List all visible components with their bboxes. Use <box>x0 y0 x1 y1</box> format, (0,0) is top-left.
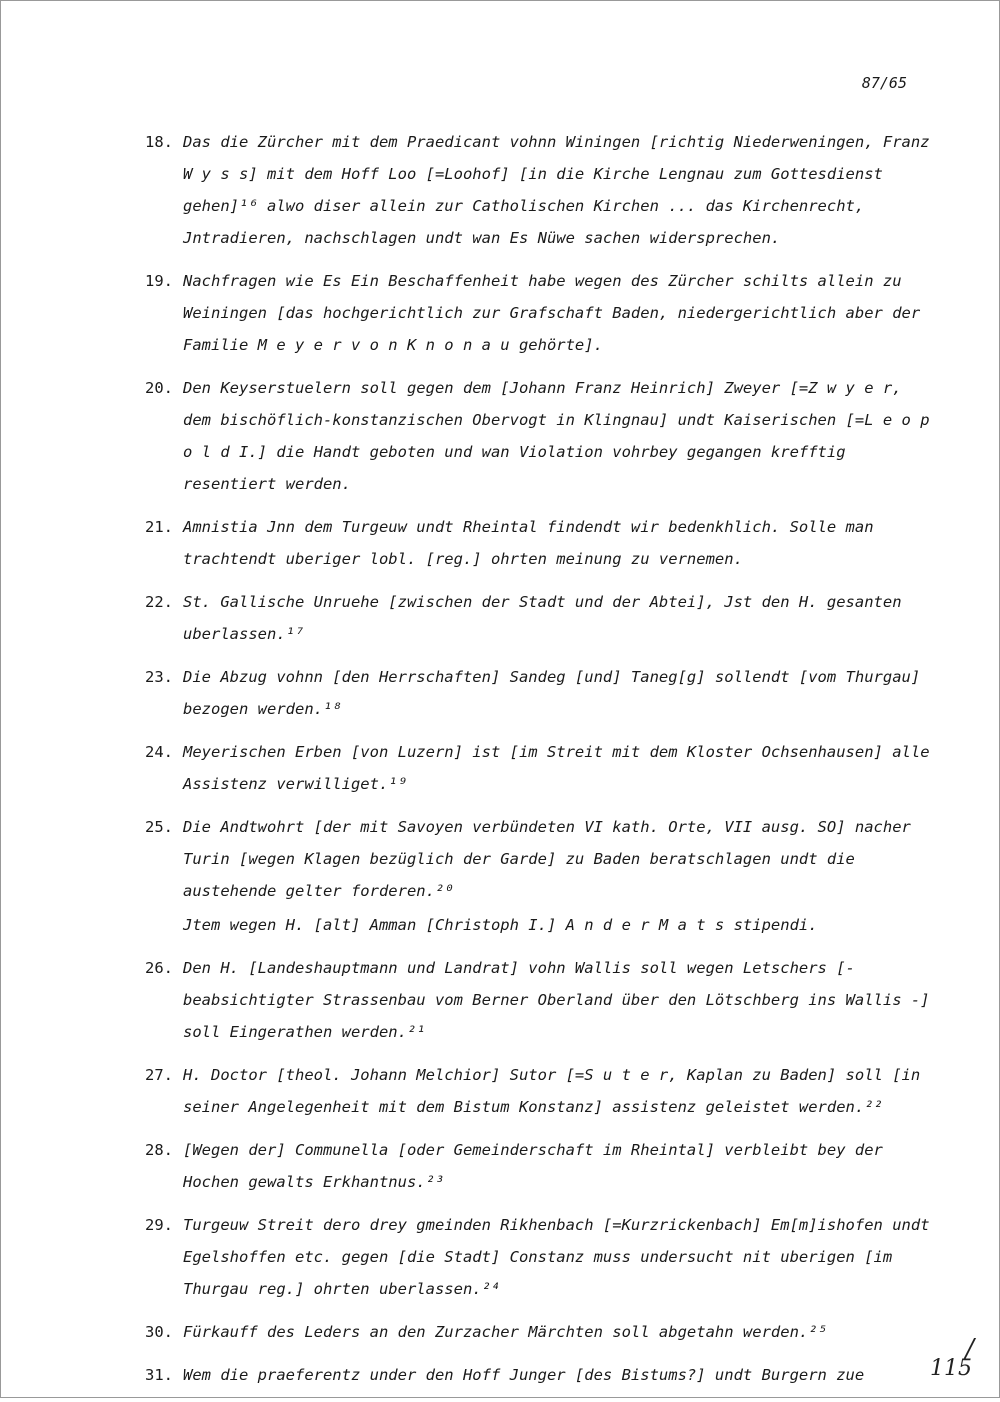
list-item <box>145 586 935 650</box>
item-number: 23. <box>145 668 173 686</box>
item-number: 28. <box>145 1141 173 1159</box>
item-text: Amnistia Jnn dem Turgeuw undt Rheintal findendt wir bedenkhlich. Solle man trachtendt uberiger lobl. [reg.] ohrten meinung zu vernemen. <box>183 518 874 568</box>
item-text: [Wegen der] Communella [oder Gemeinderschaft im Rheintal] verbleibt bey der Hochen gewalts Erkhantnus.²³ <box>183 1141 883 1191</box>
item-text: St. Gallische Unruehe [zwischen der Stadt und der Abtei], Jst den H. gesanten uberlassen.¹⁷ <box>183 593 902 643</box>
document-body <box>145 126 935 1402</box>
item-number: 21. <box>145 518 173 536</box>
list-item <box>145 1359 935 1391</box>
item-text: Turgeuw Streit dero drey gmeinden Rikhenbach [=Kurzrickenbach] Em[m]ishofen undt Egelshoffen etc. gegen [die Stadt] Constanz muss undersucht nit uberigen [im Thurgau reg.] ohrten uberlassen.²⁴ <box>183 1216 930 1298</box>
list-item <box>145 126 935 254</box>
list-item <box>145 511 935 575</box>
item-number: 31. <box>145 1366 173 1384</box>
page-number: 87/65 <box>861 74 907 92</box>
item-text: Den H. [Landeshauptmann und Landrat] vohn Wallis soll wegen Letschers [- beabsichtigter Strassenbau vom Berner Oberland über den Lötschberg ins Wallis -] soll Eingerathen werden.²¹ <box>183 959 930 1041</box>
list-item <box>145 736 935 800</box>
item-number: 29. <box>145 1216 173 1234</box>
list-item <box>145 952 935 1048</box>
item-text: Das die Zürcher mit dem Praedicant vohnn Winingen [richtig Niederweningen, Franz W y s s] mit dem Hoff Loo [=Loohof] [in die Kirche Lengnau zum Gottesdienst gehen]¹⁶ alwo diser allein zur Catholischen Kirchen ... das Kirchenrecht, Jntradieren, nachschlagen undt wan Es Nüwe sachen widersprechen. <box>183 133 930 247</box>
list-item <box>145 661 935 725</box>
item-number: 18. <box>145 133 173 151</box>
item-text: Die Abzug vohnn [den Herrschaften] Sandeg [und] Taneg[g] sollendt [vom Thurgau] bezogen werden.¹⁸ <box>183 668 921 718</box>
item-text: H. Doctor [theol. Johann Melchior] Sutor [=S u t e r, Kaplan zu Baden] soll [in seiner Angelegenheit mit dem Bistum Konstanz] assistenz geleistet werden.²² <box>183 1066 921 1116</box>
item-text: Die Andtwohrt [der mit Savoyen verbündeten VI kath. Orte, VII ausg. SO] nacher Turin [wegen Klagen bezüglich der Garde] zu Baden beratschlagen undt die austehende gelter forderen.²⁰ <box>183 818 911 900</box>
list-item <box>145 811 935 941</box>
item-number: 27. <box>145 1066 173 1084</box>
item-text: Wem die praeferentz under den Hoff Junger [des Bistums?] undt Burgern zue <box>183 1366 865 1384</box>
list-item <box>145 1059 935 1123</box>
item-extra-text: Jtem wegen H. [alt] Amman [Christoph I.] A n d e r M a t s stipendi. <box>183 916 818 934</box>
item-number: 22. <box>145 593 173 611</box>
item-number: 30. <box>145 1323 173 1341</box>
item-text: Fürkauff des Leders an den Zurzacher Märchten soll abgetahn werden.²⁵ <box>183 1323 827 1341</box>
item-number: 24. <box>145 743 173 761</box>
handwritten-mark: / <box>965 1334 974 1364</box>
list-item <box>145 265 935 361</box>
list-item <box>145 1209 935 1305</box>
list-item <box>145 1316 935 1348</box>
item-number: 20. <box>145 379 173 397</box>
list-item <box>145 1134 935 1198</box>
item-number: 25. <box>145 818 173 836</box>
item-number: 26. <box>145 959 173 977</box>
item-text: Den Keyserstuelern soll gegen dem [Johann Franz Heinrich] Zweyer [=Z w y e r, dem bischöflich-konstanzischen Obervogt in Klingnau] undt Kaiserischen [=L e o p o l d I.] die Handt geboten und wan Violation vohrbey gegangen krefftig resentiert werden. <box>183 379 930 493</box>
item-text: Nachfragen wie Es Ein Beschaffenheit habe wegen des Zürcher schilts allein zu Weiningen [das hochgerichtlich zur Grafschaft Baden, niedergerichtlich aber der Familie M e y e r v o n K n o n a u gehörte]. <box>183 272 921 354</box>
list-item <box>145 372 935 500</box>
item-number: 19. <box>145 272 173 290</box>
handwritten-page-number: 115 <box>930 1356 972 1381</box>
item-text: Meyerischen Erben [von Luzern] ist [im Streit mit dem Kloster Ochsenhausen] alle Assistenz verwilliget.¹⁹ <box>183 743 930 793</box>
